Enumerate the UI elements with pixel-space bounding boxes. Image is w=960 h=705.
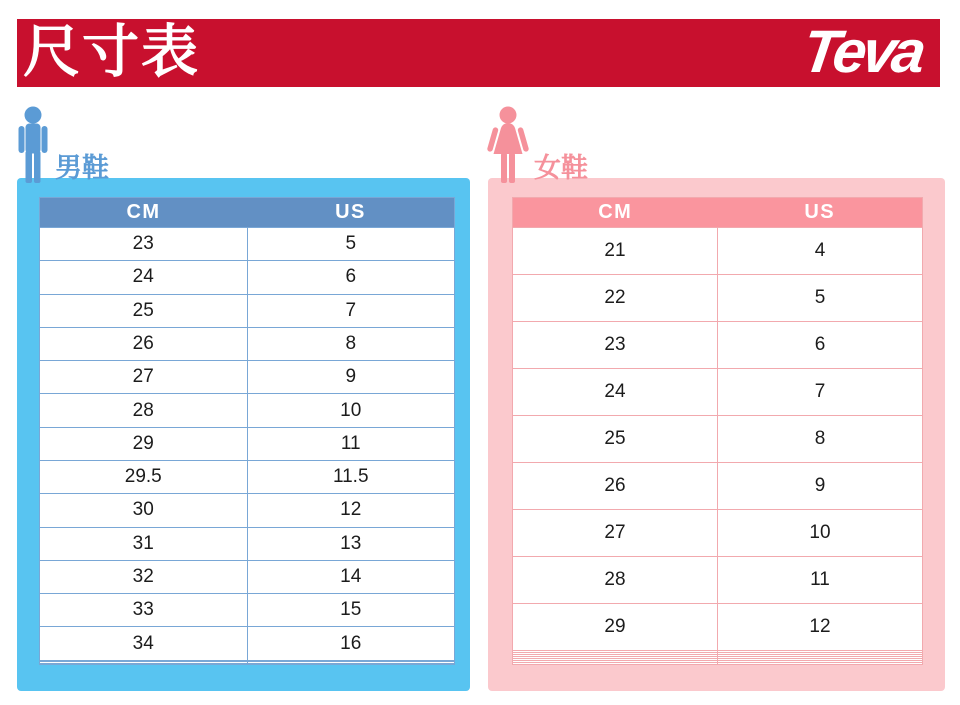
us-cell: 8: [247, 327, 455, 360]
us-cell: 11: [718, 556, 923, 603]
size-row: [40, 261, 455, 294]
us-cell: 7: [247, 294, 455, 327]
us-cell: 5: [718, 274, 923, 321]
size-row: [513, 321, 923, 368]
header-row: [513, 198, 923, 228]
size-row: [40, 460, 455, 493]
female-person-icon: [485, 106, 531, 184]
us-cell: 6: [247, 261, 455, 294]
column-header-us: US: [718, 198, 923, 228]
us-cell: 7: [718, 368, 923, 415]
us-cell: 12: [718, 603, 923, 650]
women-section-header: [485, 106, 531, 184]
women-size-table: [512, 197, 923, 665]
men-section-label: 男鞋: [55, 153, 109, 183]
size-row: [40, 527, 455, 560]
column-header-cm: CM: [40, 198, 248, 228]
us-cell: 9: [247, 361, 455, 394]
us-cell: 13: [247, 527, 455, 560]
cm-cell: 32: [40, 560, 248, 593]
header-row: [40, 198, 455, 228]
empty-row: [513, 662, 923, 664]
column-header-us: US: [247, 198, 455, 228]
cm-cell: 22: [513, 274, 718, 321]
size-row: [40, 594, 455, 627]
cm-cell: 29: [40, 427, 248, 460]
men-size-table: [39, 197, 455, 665]
cm-cell: [40, 663, 248, 664]
us-cell: [718, 662, 923, 664]
us-cell: [247, 663, 455, 664]
us-cell: 16: [247, 627, 455, 660]
size-row: [40, 560, 455, 593]
us-cell: 9: [718, 462, 923, 509]
us-cell: 15: [247, 594, 455, 627]
us-cell: 8: [718, 415, 923, 462]
cm-cell: 31: [40, 527, 248, 560]
cm-cell: 27: [40, 361, 248, 394]
us-cell: 10: [718, 509, 923, 556]
cm-cell: 33: [40, 594, 248, 627]
us-cell: 14: [247, 560, 455, 593]
size-row: [513, 368, 923, 415]
men-section-header: [16, 106, 50, 184]
us-cell: 11: [247, 427, 455, 460]
women-section-label: 女鞋: [534, 153, 588, 183]
size-row: [40, 294, 455, 327]
us-cell: 6: [718, 321, 923, 368]
us-cell: 5: [247, 228, 455, 261]
cm-cell: 34: [40, 627, 248, 660]
us-cell: 11.5: [247, 460, 455, 493]
size-row: [40, 494, 455, 527]
cm-cell: 29.5: [40, 460, 248, 493]
cm-cell: 30: [40, 494, 248, 527]
size-row: [513, 462, 923, 509]
empty-row: [40, 663, 455, 664]
size-row: [513, 274, 923, 321]
cm-cell: 25: [40, 294, 248, 327]
size-row: [513, 556, 923, 603]
cm-cell: [513, 662, 718, 664]
cm-cell: 24: [513, 368, 718, 415]
cm-cell: 26: [40, 327, 248, 360]
cm-cell: 21: [513, 228, 718, 275]
cm-cell: 23: [40, 228, 248, 261]
column-header-cm: CM: [513, 198, 718, 228]
size-row: [40, 327, 455, 360]
teva-logo: Teva: [798, 18, 927, 85]
size-row: [40, 394, 455, 427]
size-row: [513, 603, 923, 650]
women-size-panel: [488, 178, 945, 691]
us-cell: 4: [718, 228, 923, 275]
cm-cell: 29: [513, 603, 718, 650]
cm-cell: 26: [513, 462, 718, 509]
cm-cell: 25: [513, 415, 718, 462]
size-row: [40, 228, 455, 261]
size-row: [513, 415, 923, 462]
title-banner: [17, 19, 940, 87]
size-row: [40, 627, 455, 660]
size-row: [513, 228, 923, 275]
male-person-icon: [16, 106, 50, 184]
cm-cell: 23: [513, 321, 718, 368]
us-cell: 10: [247, 394, 455, 427]
cm-cell: 28: [513, 556, 718, 603]
size-row: [513, 509, 923, 556]
page-title: 尺寸表: [23, 20, 200, 84]
cm-cell: 27: [513, 509, 718, 556]
men-size-panel: [17, 178, 470, 691]
cm-cell: 28: [40, 394, 248, 427]
us-cell: 12: [247, 494, 455, 527]
size-row: [40, 361, 455, 394]
size-row: [40, 427, 455, 460]
cm-cell: 24: [40, 261, 248, 294]
